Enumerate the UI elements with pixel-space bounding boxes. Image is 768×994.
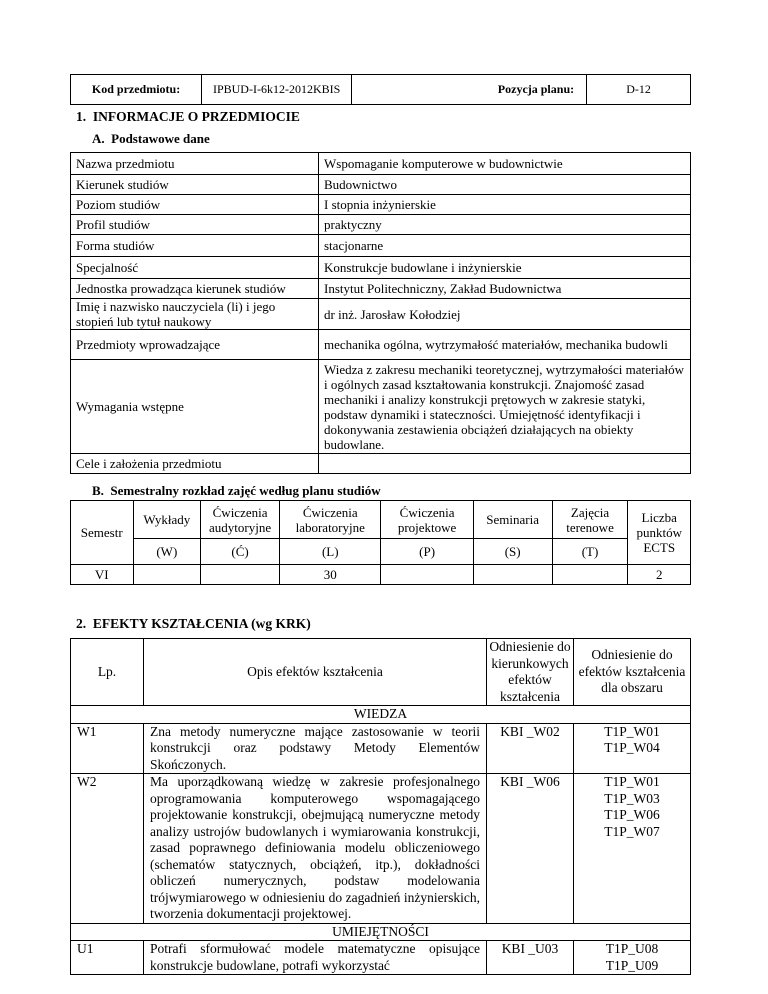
column-header: Seminaria: [473, 501, 552, 539]
row-label: Wymagania wstępne: [71, 360, 319, 454]
column-symbol: (W): [133, 539, 201, 565]
table-row: [71, 706, 691, 724]
description-header: Opis efektów kształcenia: [144, 639, 487, 706]
course-code-header: [70, 74, 691, 105]
table-row: [71, 257, 691, 279]
plan-position-value: D-12: [587, 75, 691, 105]
area-outcome-ref: T1P_W01 T1P_W03 T1P_W06 T1P_W07: [574, 774, 691, 924]
table-row: [71, 501, 691, 539]
table-row: [71, 923, 691, 941]
row-value: Wspomaganie komputerowe w budownictwie: [319, 153, 691, 175]
basic-data-table: [70, 152, 691, 474]
table-row: [71, 330, 691, 360]
area-outcomes-header: Odniesienie do efektów kształcenia dla obszaru: [574, 639, 691, 706]
table-row: [71, 565, 691, 585]
area-outcome-ref: T1P_U08 T1P_U09: [574, 941, 691, 975]
table-row: [71, 774, 691, 924]
table-row: [71, 175, 691, 195]
outcome-description: Potrafi sformułować modele matematyczne opisujące konstrukcje budowlane, potrafi wykorzystać: [144, 941, 487, 975]
row-label: Kierunek studiów: [71, 175, 319, 195]
row-value: Konstrukcje budowlane i inżynierskie: [319, 257, 691, 279]
table-cell: [133, 565, 201, 585]
row-value: praktyczny: [319, 215, 691, 235]
table-row: [71, 299, 691, 330]
row-label: Nazwa przedmiotu: [71, 153, 319, 175]
field-outcome-ref: KBI _W02: [487, 723, 574, 774]
column-header: Wykłady: [133, 501, 201, 539]
table-cell: [201, 565, 280, 585]
row-label: Forma studiów: [71, 235, 319, 257]
column-symbol: (S): [473, 539, 552, 565]
table-row: [71, 235, 691, 257]
row-label: Specjalność: [71, 257, 319, 279]
table-row: [71, 153, 691, 175]
outcome-code: W2: [71, 774, 144, 924]
table-row: [71, 360, 691, 454]
lp-header: Lp.: [71, 639, 144, 706]
table-cell: 30: [280, 565, 381, 585]
table-row: [71, 639, 691, 706]
row-label: Imię i nazwisko nauczyciela (li) i jego stopień lub tytuł naukowy: [71, 299, 319, 330]
column-header: Ćwiczenia projektowe: [381, 501, 473, 539]
field-outcomes-header: Odniesienie do kierunkowych efektów kształcenia: [487, 639, 574, 706]
course-code-label: Kod przedmiotu:: [71, 75, 202, 105]
row-value: mechanika ogólna, wytrzymałość materiałów, mechanika budowli: [319, 330, 691, 360]
section-2-title: 2. EFEKTY KSZTAŁCENIA (wg KRK): [76, 616, 311, 631]
table-cell: [552, 565, 628, 585]
outcome-code: U1: [71, 941, 144, 975]
row-value: dr inż. Jarosław Kołodziej: [319, 299, 691, 330]
row-value: Budownictwo: [319, 175, 691, 195]
row-value: Wiedza z zakresu mechaniki teoretycznej, wytrzymałości materiałów i ogólnych zasad kształtowania konstrukcji. Znajomość zasad mechaniki i analizy konstrukcji prętowych w zakresie statyki, podstaw dynamiki i stateczności. Umiejętność identyfikacji i dokonywania zestawienia obciążeń działających na obiekty budowlane.: [319, 360, 691, 454]
table-cell: [381, 565, 473, 585]
section-1-title: 1. INFORMACJE O PRZEDMIOCIE: [76, 109, 300, 124]
column-header: Zajęcia terenowe: [552, 501, 628, 539]
column-header: Ćwiczenia laboratoryjne: [280, 501, 381, 539]
field-outcome-ref: KBI _U03: [487, 941, 574, 975]
subsection-a-title: A. Podstawowe dane: [92, 131, 210, 146]
plan-position-label: Pozycja planu:: [352, 75, 587, 105]
subsection-b-title: B. Semestralny rozkład zajęć według planu studiów: [92, 483, 381, 498]
row-value: stacjonarne: [319, 235, 691, 257]
table-row: [71, 723, 691, 774]
table-row: [71, 539, 691, 565]
column-symbol: (Ć): [201, 539, 280, 565]
row-label: Przedmioty wprowadzające: [71, 330, 319, 360]
column-header: Liczba punktów ECTS: [628, 501, 691, 565]
column-symbol: (T): [552, 539, 628, 565]
row-value: [319, 454, 691, 474]
table-row: [71, 941, 691, 975]
field-outcome-ref: KBI _W06: [487, 774, 574, 924]
category-knowledge: WIEDZA: [71, 706, 691, 724]
outcome-description: Zna metody numeryczne mające zastosowanie w teorii konstrukcji oraz podstawy Metody Elementów Skończonych.: [144, 723, 487, 774]
column-header: Ćwiczenia audytoryjne: [201, 501, 280, 539]
row-label: Poziom studiów: [71, 195, 319, 215]
area-outcome-ref: T1P_W01 T1P_W04: [574, 723, 691, 774]
row-label: Profil studiów: [71, 215, 319, 235]
row-label: Jednostka prowadząca kierunek studiów: [71, 279, 319, 299]
row-value: Instytut Politechniczny, Zakład Budownictwa: [319, 279, 691, 299]
table-row: [71, 215, 691, 235]
table-row: [71, 279, 691, 299]
table-cell: VI: [71, 565, 134, 585]
outcome-code: W1: [71, 723, 144, 774]
column-symbol: (P): [381, 539, 473, 565]
category-skills: UMIEJĘTNOŚCI: [71, 923, 691, 941]
outcome-description: Ma uporządkowaną wiedzę w zakresie profesjonalnego oprogramowania komputerowego wspomagającego projektowanie konstrukcji, obejmującą numeryczne metody analizy ustrojów budowlanych i wymiarowania konstrukcji, zasad poprawnego definiowania modelu obliczeniowego (schematów statycznych, obciążeń, itp.), dokładności obliczeń numerycznych, podstaw modelowania trójwymiarowego w odniesieniu do zagadnień inżynierskich, tworzenia dokumentacji projektowej.: [144, 774, 487, 924]
table-row: [71, 454, 691, 474]
table-row: [71, 195, 691, 215]
table-cell: 2: [628, 565, 691, 585]
semester-header: Semestr: [71, 501, 134, 565]
learning-outcomes-table: [70, 638, 691, 975]
column-symbol: (L): [280, 539, 381, 565]
row-label: Cele i założenia przedmiotu: [71, 454, 319, 474]
row-value: I stopnia inżynierskie: [319, 195, 691, 215]
course-code-value: IPBUD-I-6k12-2012KBIS: [202, 75, 352, 105]
semester-schedule-table: [70, 500, 691, 585]
table-cell: [473, 565, 552, 585]
